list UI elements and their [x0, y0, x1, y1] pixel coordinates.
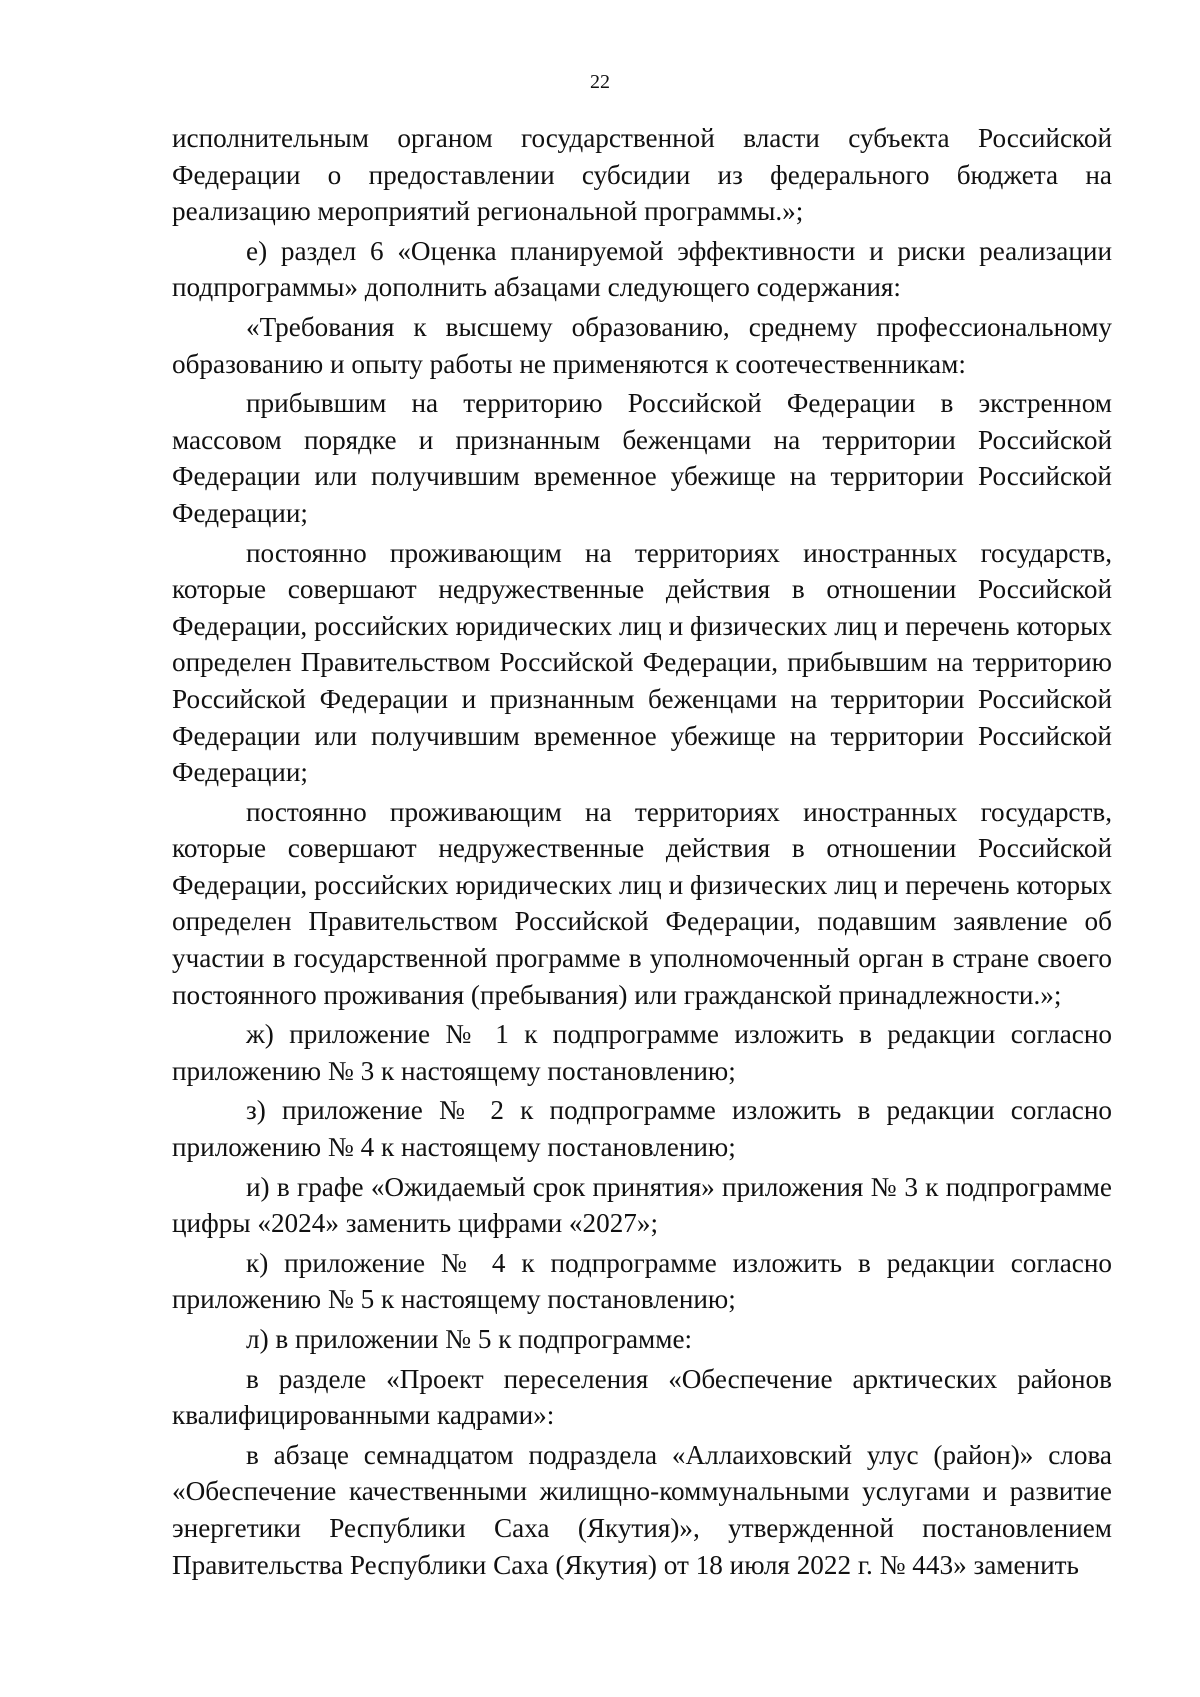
paragraph-unfriendly-states-arrived: постоянно проживающим на территориях иностранных государств, которые совершают недружественные действия в отношении Российской Федерации, российских юридических лиц и физических лиц и перечень которых определен Правительством Российской Федерации, прибывшим на территорию Российской Федерации и признанным беженцами на территории Российской Федерации или получившим временное убежище на территории Российской Федерации;: [172, 537, 1112, 788]
paragraph-unfriendly-states-applied: постоянно проживающим на территориях иностранных государств, которые совершают недружественные действия в отношении Российской Федерации, российских юридических лиц и физических лиц и перечень которых определен Правительством Российской Федерации, подавшим заявление об участии в государственной программе в уполномоченный орган в стране своего постоянного проживания (пребывания) или гражданской принадлежности.»;: [172, 796, 1112, 1010]
paragraph-item-e: е) раздел 6 «Оценка планируемой эффективности и риски реализации подпрограммы» дополнить абзацами следующего содержания:: [172, 235, 1112, 303]
paragraph-allaikhovsky-ulus: в абзаце семнадцатом подраздела «Аллаиховский улус (район)» слова «Обеспечение качественными жилищно-коммунальными услугами и развитие энергетики Республики Саха (Якутия)», утвержденной постановлением Правительства Республики Саха (Якутия) от 18 июля 2022 г. № 443» заменить: [172, 1439, 1112, 1580]
paragraph-resettlement-project: в разделе «Проект переселения «Обеспечение арктических районов квалифицированными кадрами»:: [172, 1363, 1112, 1431]
paragraph-item-zh: ж) приложение № 1 к подпрограмме изложить в редакции согласно приложению № 3 к настоящему постановлению;: [172, 1019, 1112, 1086]
paragraph-item-k: к) приложение № 4 к подпрограмме изложить в редакции согласно приложению № 5 к настоящему постановлению;: [172, 1247, 1112, 1315]
page-number: 22: [590, 71, 610, 93]
paragraph-item-i: и) в графе «Ожидаемый срок принятия» приложения № 3 к подпрограмме цифры «2024» заменить цифрами «2027»;: [172, 1171, 1112, 1239]
paragraph-item-z: з) приложение № 2 к подпрограмме изложить в редакции согласно приложению № 4 к настоящему постановлению;: [172, 1095, 1112, 1163]
paragraph-item-l: л) в приложении № 5 к подпрограмме:: [246, 1324, 693, 1354]
document-body: [172, 120, 1112, 1583]
paragraph-continuation: исполнительным органом государственной власти субъекта Российской Федерации о предоставлении субсидии из федерального бюджета на реализацию мероприятий региональной программы.»;: [172, 123, 1112, 227]
paragraph-refugees-emergency: прибывшим на территорию Российской Федерации в экстренном массовом порядке и признанным беженцами на территории Российской Федерации или получившим временное убежище на территории Российской Федерации;: [172, 388, 1112, 528]
paragraph-requirements-intro: «Требования к высшему образованию, среднему профессиональному образованию и опыту работы не применяются к соотечественникам:: [172, 311, 1112, 379]
